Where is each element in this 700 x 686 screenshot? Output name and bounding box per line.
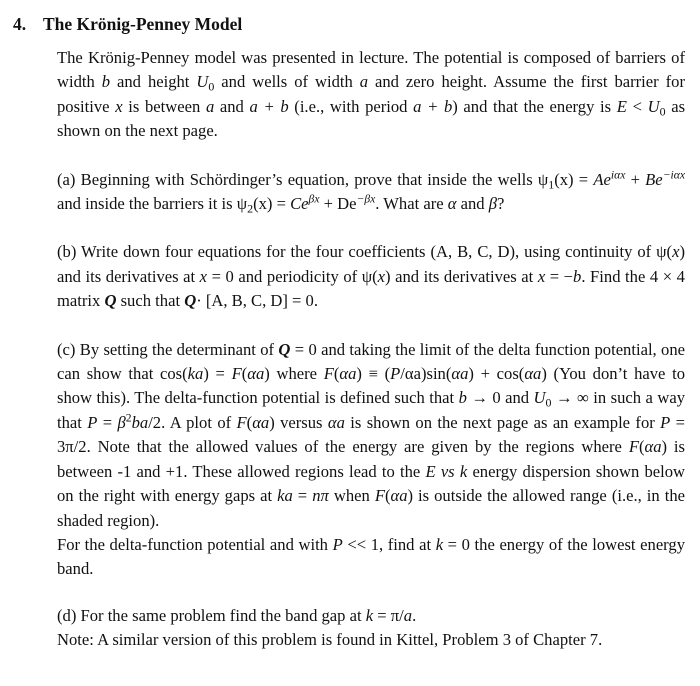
part-c-paragraph: (c) By setting the determinant of Q = 0 and taking the limit of the delta function potential, one can show that cos(ka) = F(αa) where F(αa) ≡ (P/αa)sin(αa) + cos(αa) (You don’t have to show this). The delta-function potential is defined such that b → 0 and $U_0$ → ∞ in such a way that $P = \beta^2ba/2$. A plot of F(αa) versus αa is shown on the next page as an example for P = 3π/2. Note that the allowed values of the energy are given by the regions where F(αa) is between -1 and +1. These allowed regions lead to the E vs k energy dispersion shown below on the right with energy gaps at ka = nπ when F(αa) is outside the allowed range (i.e., in the shaded region).: [57, 339, 686, 530]
spacer: [57, 582, 685, 604]
part-a-paragraph: (a) Beginning with Schördinger’s equation, prove that inside the wells $\psi_1(x) = Ae^{i\alpha x} + Be^{-i\alpha x}$ and inside the barriers it is $\psi_2(x) = Ce^{\beta x} + De^{-\beta x}$. What are α and β?: [57, 168, 685, 216]
part-c-question: For the delta-function potential and with P << 1, find at k = 0 the energy of the lowest energy band.: [57, 534, 686, 579]
spacer: [57, 314, 685, 338]
part-d-paragraph: (d) For the same problem find the band gap at k = π/a.: [57, 605, 417, 625]
spacer: [57, 144, 685, 168]
problem-heading: [13, 14, 242, 35]
spacer: [57, 216, 685, 240]
problem-body: [57, 46, 685, 653]
part-b-paragraph: (b) Write down four equations for the four coefficients (A, B, C, D), using continuity of ψ(x) and its derivatives at x = 0 and periodicity of ψ(x) and its derivatives at x = −b. Find the 4 × 4 matrix Q such that Q· [A, B, C, D] = 0.: [57, 242, 685, 311]
intro-paragraph: The Krönig-Penney model was presented in lecture. The potential is composed of barriers of width b and height $U_0$ and wells of width a and zero height. Assume the first barrier for positive x is between a and a + b (i.e., with period a + b) and that the energy is $E < U_0$ as shown on the next page.: [57, 48, 686, 141]
note-paragraph: Note: A similar version of this problem is found in Kittel, Problem 3 of Chapter 7.: [57, 630, 603, 650]
problem-title: The Krönig-Penney Model: [43, 14, 243, 34]
problem-number: 4.: [13, 14, 27, 34]
